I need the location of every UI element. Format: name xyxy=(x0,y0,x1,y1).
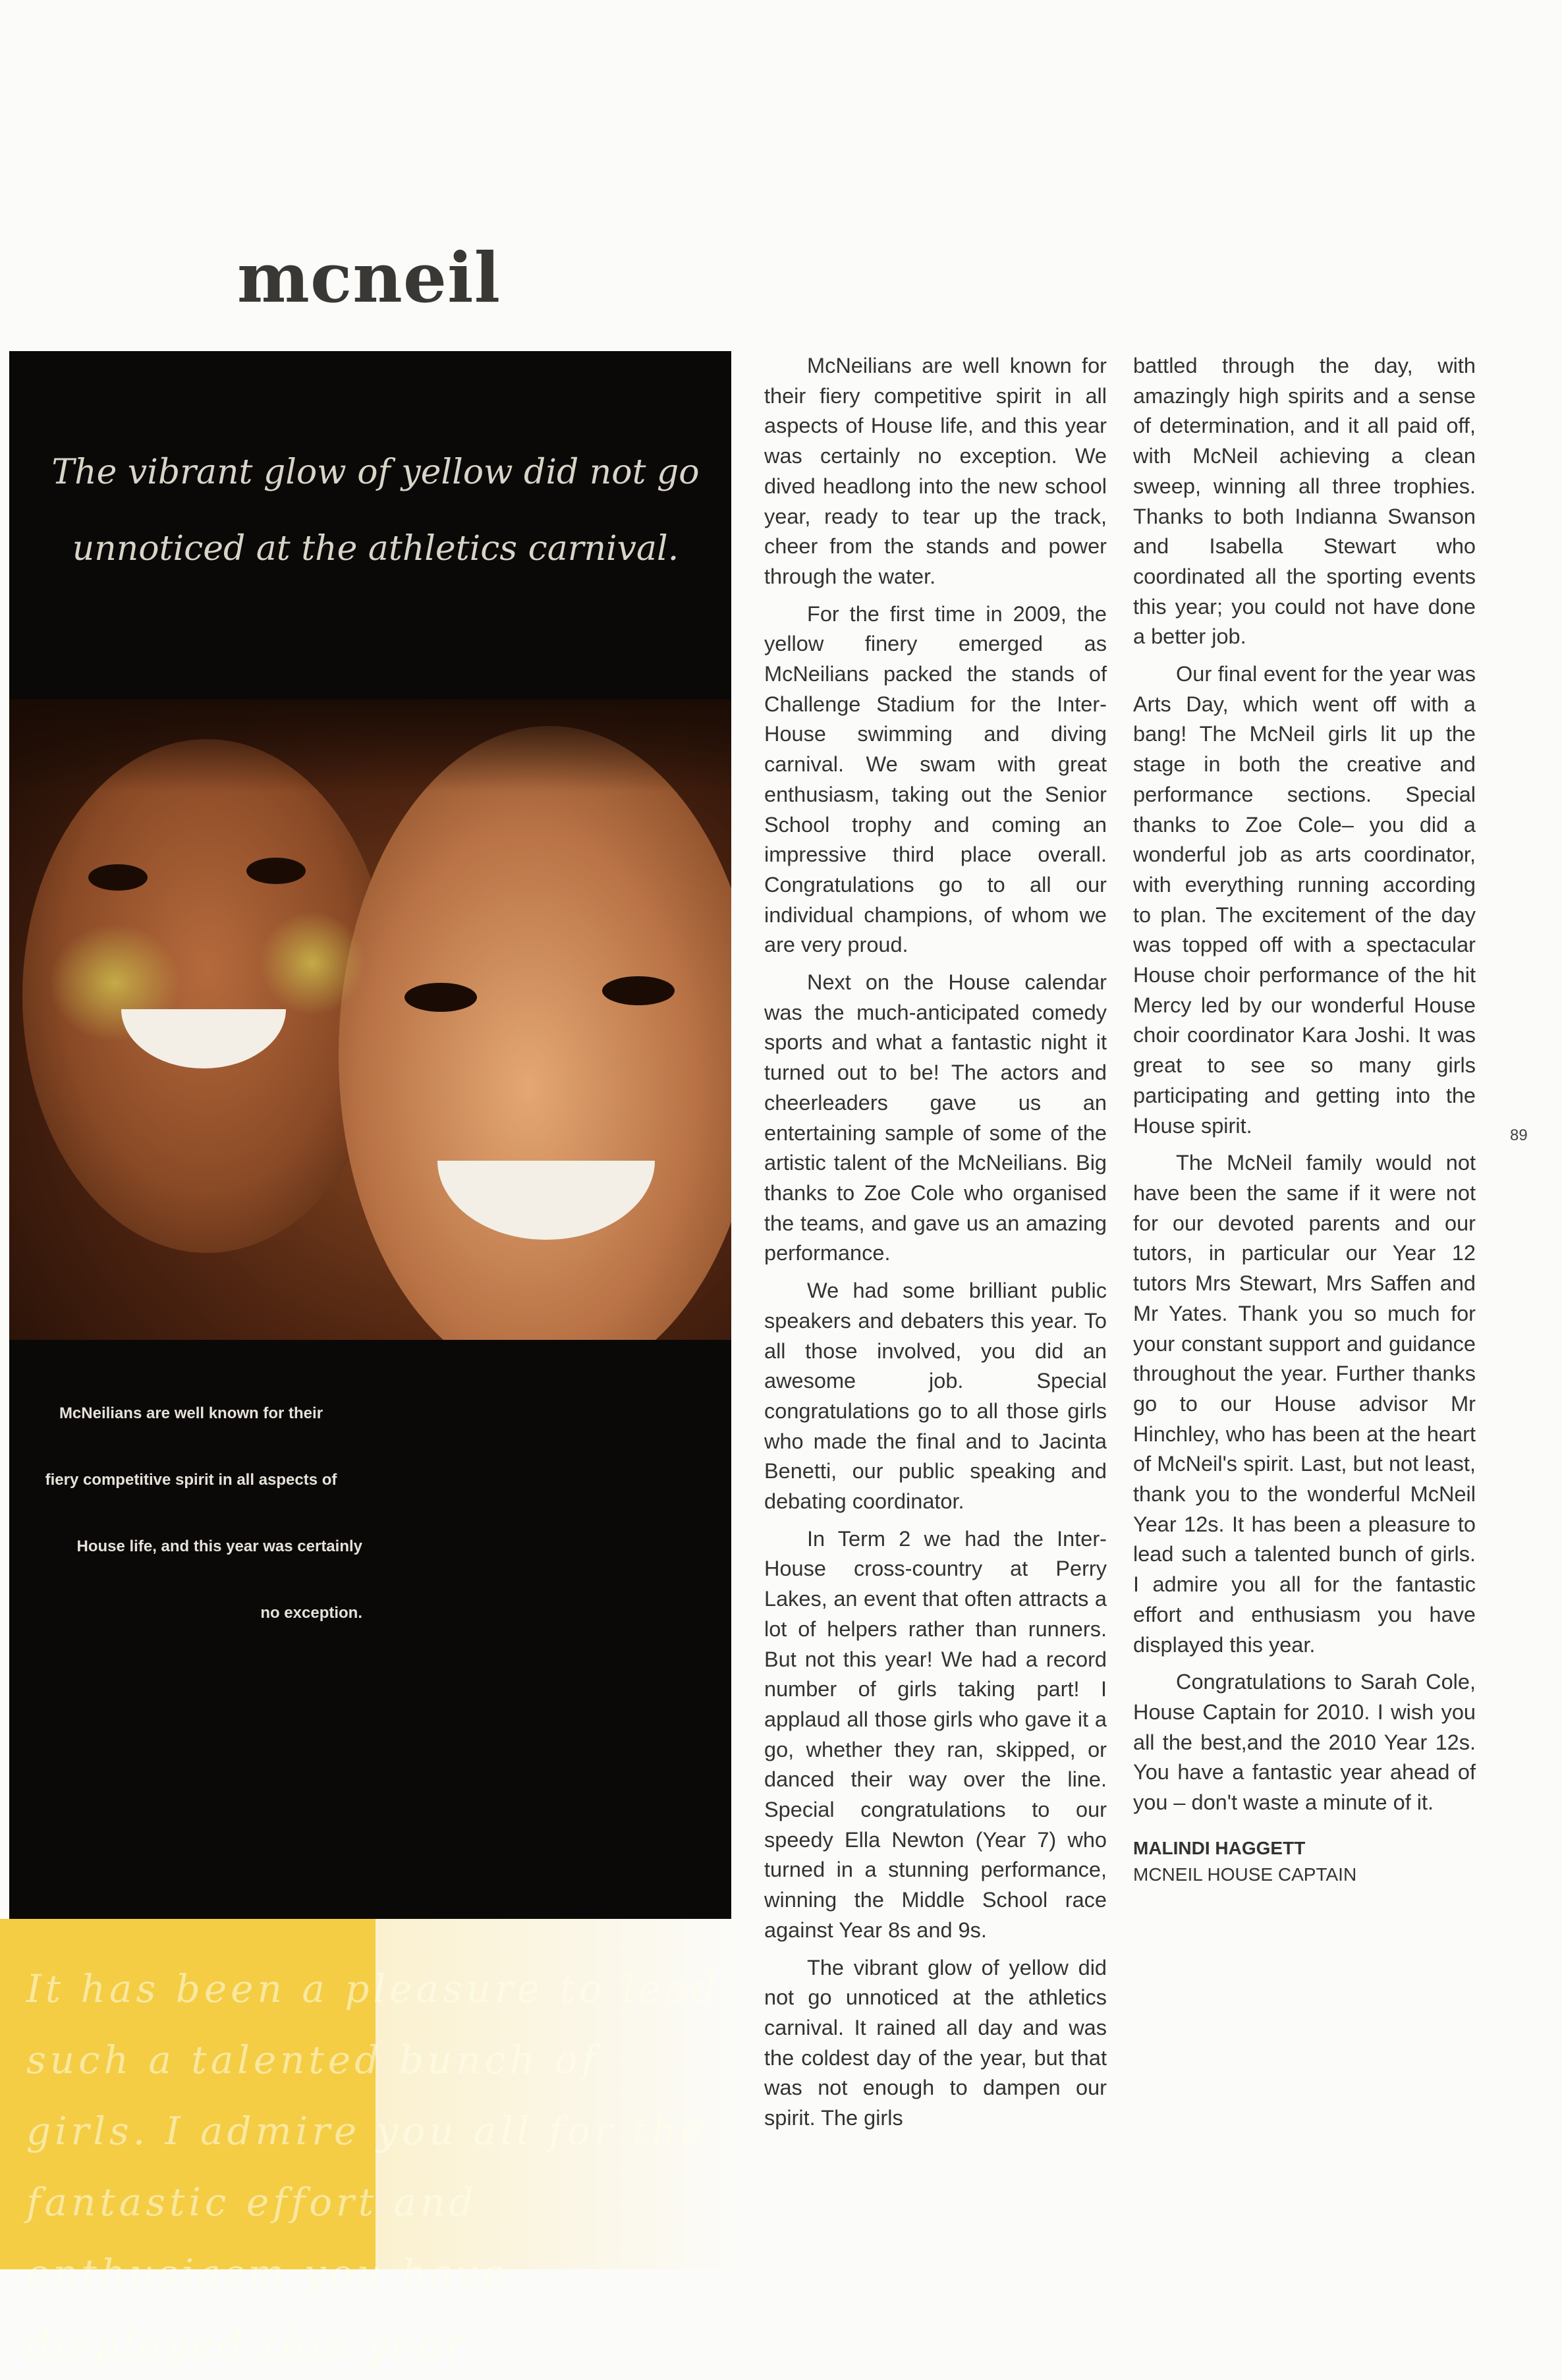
article-column-1 xyxy=(764,351,1107,2141)
author-name: MALINDI HAGGETT xyxy=(1133,1837,1306,1858)
author-role: MCNEIL HOUSE CAPTAIN xyxy=(1133,1864,1357,1885)
article-paragraph: Next on the House calendar was the much-anticipated comedy sports and what a fantastic night it turned out to be! The actors and cheerleaders gave us an entertaining sample of some of the artistic talent of the McNeilians. Big thanks to Zoe Cole who organised the teams, and gave us an amazing performance. xyxy=(764,970,1107,1265)
hair-shadow xyxy=(9,700,731,792)
article-paragraph: The vibrant glow of yellow did not go unnoticed at the athletics carnival. It rained all day and was the coldest day of the year, but that was not enough to dampen our spirit. The girls xyxy=(764,1955,1107,2130)
student-face-right xyxy=(339,726,731,1340)
page-number: 89 xyxy=(1510,1126,1528,1144)
article-paragraph: In Term 2 we had the Inter-House cross-country at Perry Lakes, an event that often attracts a lot of helpers rather than runners. But not this year! We had a record number of girls taking part! I applaud all those girls who gave it a go, whether they ran, skipped, or danced their way over the line. Special congratulations to our speedy Ella Newton (Year 7) who turned in a stunning performance, winning the Middle School race against Year 8s and 9s. xyxy=(764,1526,1107,1942)
article-paragraph: The McNeil family would not have been the same if it were not for our devoted parents and our tutors, in particular our Year 12 tutors Mrs Stewart, Mrs Saffen and Mr Yates. Thank you so much for your constant support and guidance throughout the year. Further thanks go to our House advisor Mr Hinchley, who has been at the heart of McNeil's spirit. Last, but not least, thank you to the wonderful McNeil Year 12s. It has been a pleasure to lead such a talented bunch of girls. I admire you all for the fantastic effort and enthusiasm you have displayed this year. xyxy=(1133,1151,1476,1657)
article-column-2 xyxy=(1133,351,1476,1888)
caption-line: fiery competitive spirit in all aspects of xyxy=(45,1471,337,1489)
caption-line: McNeilians are well known for their xyxy=(59,1404,323,1422)
photo-caption xyxy=(20,1380,362,1646)
caption-line: no exception. xyxy=(260,1604,362,1622)
yellow-face-paint xyxy=(260,910,365,1016)
eye xyxy=(404,983,477,1012)
eye xyxy=(88,864,148,891)
handwritten-script-overlay: It has been a pleasure to lead such a talented bunch of girls. I admire you all for the fantastic effort and enthusiasm you have displayed this year. xyxy=(26,1966,720,2367)
eye xyxy=(602,976,675,1005)
caption-line: House life, and this year was certainly xyxy=(76,1537,362,1555)
article-paragraph: Congratulations to Sarah Cole, House Captain for 2010. I wish you all the best,and the 2010 Year 12s. You have a fantastic year ahead of you – don't waste a minute of it. xyxy=(1133,1670,1476,1815)
article-paragraph: Our final event for the year was Arts Day, which went off with a bang! The McNeil girls lit up the stage in both the creative and performance sections. Special thanks to Zoe Cole– you did a wonderful job as arts coordinator, with everything running according to plan. The excitement of the day was topped off with a spectacular House choir performance of the hit Mercy led by our wonderful House choir coordinator Kara Joshi. It was great to see so many girls participating and getting into the House spirit. xyxy=(1133,662,1476,1138)
house-photo xyxy=(9,700,731,1340)
article-paragraph: McNeilians are well known for their fiery competitive spirit in all aspects of House life, and this year was certainly no exception. We dived headlong into the new school year, ready to tear up the track, cheer from the stands and power through the water. xyxy=(764,354,1107,588)
page-title: mcneil xyxy=(237,237,501,318)
article-paragraph: battled through the day, with amazingly high spirits and a sense of determination, and it all paid off, with McNeil achieving a clean sweep, winning all three trophies. Thanks to both Indianna Swanson and Isabella Stewart who coordinated all the sporting events this year; you could not have done a better job. xyxy=(1133,354,1476,649)
pull-quote: The vibrant glow of yellow did not go unnoticed at the athletics carnival. xyxy=(51,453,700,568)
article-paragraph: For the first time in 2009, the yellow finery emerged as McNeilians packed the stands of Challenge Stadium for the Inter-House swimming and diving carnival. We swam with great enthusiasm, taking out the Senior School trophy and coming an impressive third place overall. Congratulations go to all our individual champions, of whom we are very proud. xyxy=(764,601,1107,957)
eye xyxy=(246,858,306,884)
author-signature xyxy=(1133,1835,1476,1888)
article-paragraph: We had some brilliant public speakers and debaters this year. To all those involved, you did an awesome job. Special congratulations go to all those girls who made the final and to Jacinta Benetti, our public speaking and debating coordinator. xyxy=(764,1279,1107,1514)
